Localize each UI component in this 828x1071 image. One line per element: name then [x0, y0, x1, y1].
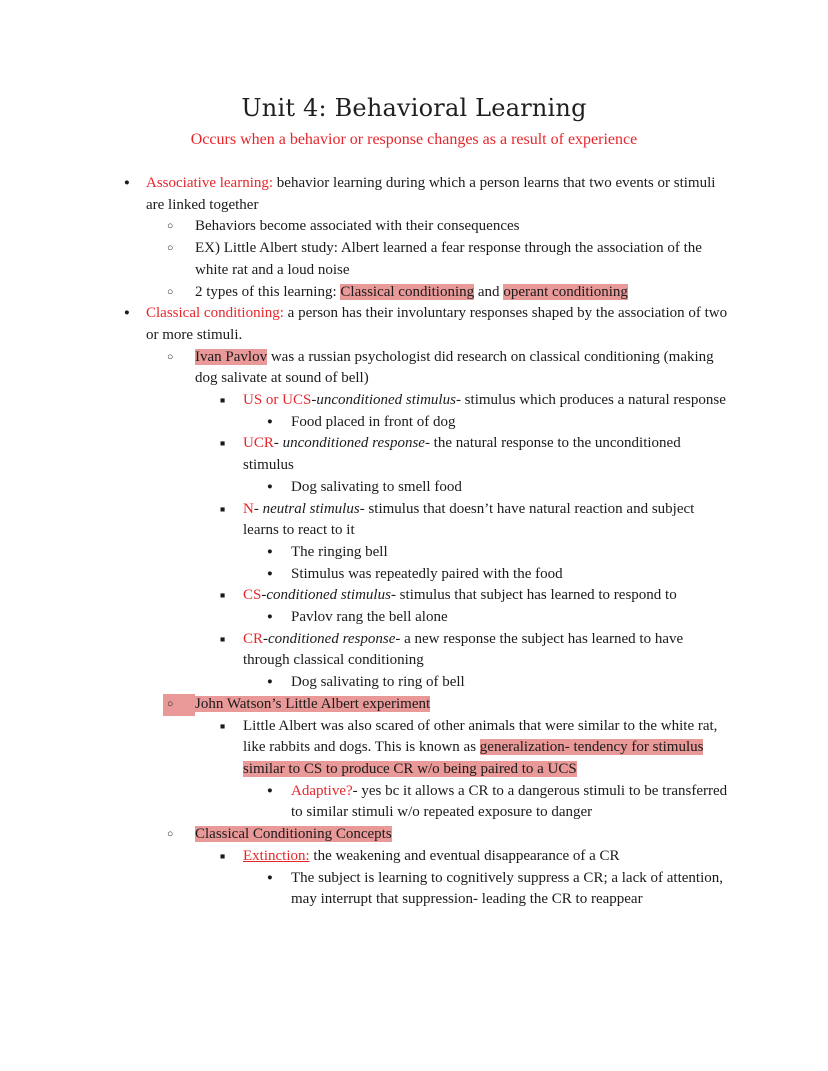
list-item: [97, 282, 731, 304]
list-item-text: [243, 631, 683, 669]
text-span: -: [253, 500, 263, 517]
list-item-text: [243, 501, 694, 539]
text-span: a person has their involuntary responses shaped by the association of two or more stimuli.: [146, 305, 728, 343]
page-title: Unit 4: Behavioral Learning: [241, 94, 587, 122]
text-span: the weakening and eventual disappearance of a CR: [309, 847, 620, 864]
text-span: Classical conditioning: [340, 283, 475, 300]
text-span: - stimulus which produces a natural response: [455, 392, 726, 409]
bullet-icon: ■: [220, 633, 226, 644]
text-span: -: [311, 392, 317, 409]
text-span: Classical conditioning:: [146, 305, 284, 322]
bullet-icon: ●: [124, 308, 130, 319]
bullet-icon: ●: [267, 481, 273, 492]
bullet-icon: ■: [220, 438, 226, 449]
bullet-icon: ○: [163, 694, 195, 716]
text-span: Pavlov rang the bell alone: [291, 609, 448, 626]
text-span: -: [261, 587, 267, 604]
list-item: [97, 347, 731, 390]
list-item: [97, 477, 731, 499]
bullet-icon: ■: [220, 395, 226, 406]
text-span: UCR: [243, 435, 274, 452]
notes-outline: [97, 173, 731, 911]
bullet-icon: ●: [267, 568, 273, 579]
list-item-text: [243, 392, 726, 408]
list-item: [97, 303, 731, 346]
text-span: Extinction:: [243, 847, 310, 864]
list-item-text: [195, 284, 628, 300]
text-span: operant conditioning: [503, 283, 628, 300]
text-span: EX) Little Albert study: Albert learned a fear response through the association of the white rat and a loud noise: [195, 240, 702, 278]
list-item-text: [195, 240, 702, 278]
text-span: Dog salivating to ring of bell: [291, 674, 465, 691]
bullet-icon: ■: [220, 503, 226, 514]
text-span: unconditioned stimulus: [316, 392, 456, 409]
text-span: and: [474, 283, 504, 300]
text-span: CS: [243, 587, 262, 604]
list-item-text: [291, 544, 388, 560]
text-span: US or UCS: [243, 392, 312, 409]
list-item: [97, 846, 731, 868]
text-span: Adaptive?: [291, 782, 353, 799]
list-item-text: [291, 870, 723, 908]
page-subtitle: Occurs when a behavior or response changes as a result of experience: [190, 131, 638, 148]
text-span: - a new response the subject has learned to have through classical conditioning: [243, 630, 684, 669]
list-item: [97, 433, 731, 476]
list-item: [97, 173, 731, 216]
list-item: [97, 716, 731, 781]
list-item: [97, 868, 731, 911]
list-item-text: [291, 566, 563, 582]
text-span: The ringing bell: [291, 543, 388, 560]
text-span: John Watson’s Little Albert experiment: [195, 695, 431, 712]
bullet-icon: ●: [267, 612, 273, 623]
text-span: - the natural response to the unconditioned stimulus: [243, 435, 681, 474]
text-span: conditioned stimulus: [266, 587, 391, 604]
list-item-text: [291, 414, 456, 430]
text-span: - yes bc it allows a CR to a dangerous stimuli to be transferred to similar stimuli w/o repeated exposure to danger: [291, 782, 728, 821]
text-span: Ivan Pavlov: [195, 348, 268, 365]
text-span: N: [243, 500, 254, 517]
bullet-icon: ○: [167, 286, 174, 298]
bullet-icon: ●: [267, 872, 273, 883]
list-item: [97, 216, 731, 238]
list-item-text: [195, 826, 392, 842]
bullet-icon: ○: [167, 829, 174, 841]
text-span: Behaviors become associated with their consequences: [195, 218, 520, 235]
bullet-icon: ■: [220, 590, 226, 601]
text-span: was a russian psychologist did research on classical conditioning (making dog salivate at sound of bell): [195, 348, 714, 387]
list-item: [97, 607, 731, 629]
bullet-icon: ●: [124, 178, 130, 188]
list-item: [97, 694, 731, 716]
bullet-icon: ■: [220, 850, 226, 861]
text-span: - stimulus that doesn’t have natural reaction and subject learns to react to it: [243, 500, 695, 539]
text-span: Food placed in front of dog: [291, 413, 456, 430]
text-span: CR: [243, 630, 264, 647]
text-span: behavior learning during which a person learns that two events or stimuli are linked together: [146, 175, 716, 213]
text-span: generalization- tendency for stimulus similar to CS to produce CR w/o being paired to a UCS: [243, 739, 704, 777]
list-item: [97, 672, 731, 694]
text-span: Associative learning:: [146, 175, 274, 191]
bullet-icon: ○: [167, 351, 174, 363]
bullet-icon: ●: [267, 785, 273, 796]
list-item-text: [146, 175, 715, 213]
list-item-text: [146, 305, 727, 343]
bullet-icon: ○: [167, 243, 174, 255]
list-item: [97, 781, 731, 824]
text-span: neutral stimulus: [262, 500, 360, 517]
list-item: [97, 629, 731, 672]
list-item-text: [195, 218, 519, 234]
text-span: -: [263, 630, 269, 647]
list-item-text: [291, 609, 448, 625]
list-item-text: [291, 479, 462, 495]
bullet-icon: ●: [267, 416, 273, 427]
list-item: [97, 542, 731, 564]
bullet-icon: ○: [167, 221, 174, 233]
list-item: [97, 564, 731, 586]
list-item-text: [291, 783, 727, 821]
bullet-icon: ■: [220, 720, 226, 731]
text-span: unconditioned response: [282, 435, 425, 452]
list-item-text: [195, 349, 714, 387]
list-item-text: [243, 718, 717, 777]
list-item: [97, 585, 731, 607]
bullet-icon: ●: [267, 677, 273, 688]
text-span: Little Albert was also scared of other animals that were similar to the white rat, like rabbits and dogs. This is known as: [243, 717, 718, 756]
list-item-text: [243, 587, 677, 603]
list-item: [97, 390, 731, 412]
list-item-text: [291, 674, 465, 690]
list-item-text: [195, 696, 430, 712]
list-item: [97, 412, 731, 434]
text-span: Classical Conditioning Concepts: [195, 826, 392, 843]
text-span: 2 types of this learning:: [195, 283, 341, 300]
list-item: [97, 499, 731, 542]
text-span: -: [273, 435, 283, 452]
text-span: Stimulus was repeatedly paired with the food: [291, 565, 563, 582]
list-item: [97, 238, 731, 281]
text-span: The subject is learning to cognitively suppress a CR; a lack of attention, may interrupt that suppression- leading the CR to reappear: [291, 869, 723, 908]
bullet-icon: ●: [267, 546, 273, 557]
list-item-text: [243, 435, 681, 473]
text-span: Dog salivating to smell food: [291, 478, 462, 495]
list-item: [97, 824, 731, 846]
text-span: - stimulus that subject has learned to respond to: [390, 587, 677, 604]
list-item-text: [243, 848, 620, 864]
text-span: conditioned response: [268, 630, 396, 647]
